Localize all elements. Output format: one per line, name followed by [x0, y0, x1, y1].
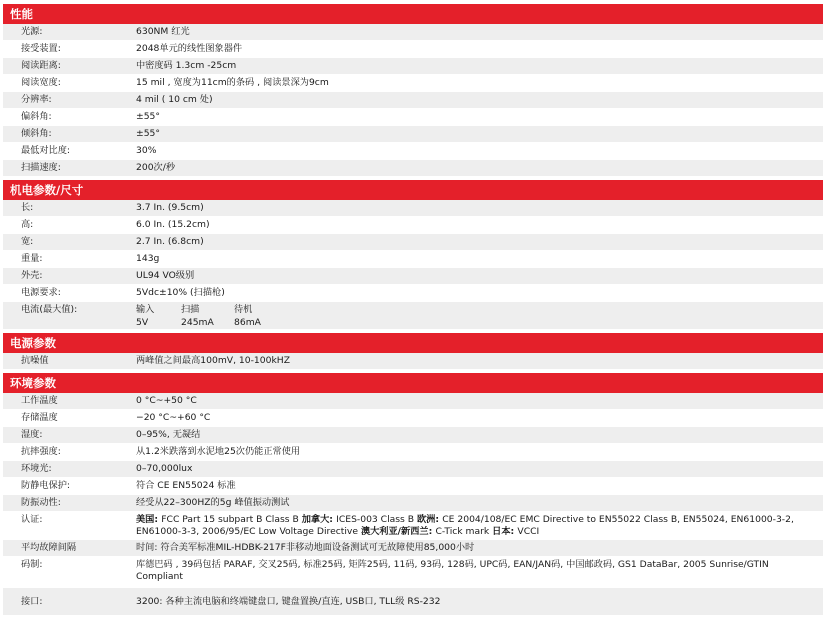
row-value: 15 mil , 宽度为11cm的条码 , 阅读景深为9cm	[136, 77, 329, 88]
section-header-mechanical: 机电参数/尺寸	[3, 180, 823, 200]
current-header-scan: 扫描	[181, 304, 200, 315]
row-label: 平均故障间隔	[21, 542, 77, 553]
table-row	[3, 444, 823, 461]
row-label: 倾斜角:	[21, 128, 52, 139]
table-row	[3, 200, 823, 217]
table-row	[3, 160, 823, 177]
cert-text: FCC Part 15 subpart B Class B	[161, 514, 302, 525]
row-label: 电源要求:	[21, 287, 61, 298]
section-header-power: 电源参数	[3, 333, 823, 353]
row-label: 电流(最大值):	[21, 304, 78, 315]
table-row	[3, 75, 823, 92]
row-value: 6.0 In. (15.2cm)	[136, 219, 210, 230]
row-value: 5Vdc±10% (扫描枪)	[136, 287, 225, 298]
current-value-input: 5V	[136, 317, 149, 328]
cert-region-japan: 日本:	[492, 526, 518, 537]
current-value-standby: 86mA	[234, 317, 261, 328]
row-label: 抗噪值	[21, 355, 49, 366]
row-value: 经受从22–300HZ的5g 峰值振动测试	[136, 497, 290, 508]
row-label: 光源:	[21, 26, 43, 37]
row-label: 环境光:	[21, 463, 52, 474]
current-value-scan: 245mA	[181, 317, 214, 328]
row-label: 阅读距离:	[21, 60, 61, 71]
row-label: 接受装置:	[21, 43, 61, 54]
row-value: 从1.2米跌落到水泥地25次仍能正常使用	[136, 446, 301, 457]
row-label: 防静电保护:	[21, 480, 71, 491]
current-header-input: 输入	[136, 304, 155, 315]
table-row	[3, 410, 823, 427]
certification-value	[136, 512, 823, 538]
row-label: 接口:	[21, 595, 43, 607]
section-header-environment: 环境参数	[3, 373, 823, 393]
table-row	[3, 461, 823, 478]
row-label: 湿度:	[21, 429, 43, 440]
table-row	[3, 478, 823, 495]
table-row-interface	[3, 588, 823, 616]
cert-region-europe: 欧洲:	[417, 514, 443, 525]
row-label: 扫描速度:	[21, 162, 61, 173]
cert-text: CE 2004/108/EC EMC Directive to EN55022 Class B, EN55024, EN61000-3-2, EN61000-3-3, 2006/95/EC Low Voltage Directive	[136, 514, 794, 537]
table-row	[3, 24, 823, 41]
table-row	[3, 41, 823, 58]
row-label: 最低对比度:	[21, 145, 71, 156]
row-value: −20 °C~+60 °C	[136, 412, 211, 423]
cert-text: C-Tick mark	[435, 526, 493, 537]
row-value: 630NM 红光	[136, 26, 190, 37]
row-value: 0–70,000lux	[136, 463, 193, 474]
row-value: 0–95%, 无凝结	[136, 429, 201, 440]
row-label: 阅读宽度:	[21, 77, 61, 88]
row-value: 30%	[136, 145, 157, 156]
cert-text: ICES-003 Class B	[336, 514, 417, 525]
current-table	[136, 302, 823, 329]
table-row	[3, 251, 823, 268]
row-value: 143g	[136, 253, 160, 264]
cert-region-canada: 加拿大:	[301, 514, 337, 525]
row-value: ±55°	[136, 111, 160, 122]
row-label: 偏斜角:	[21, 111, 52, 122]
current-header-standby: 待机	[234, 304, 253, 315]
row-value: 200次/秒	[136, 162, 176, 173]
table-row-certification	[3, 512, 823, 540]
section-header-performance: 性能	[3, 4, 823, 24]
table-row	[3, 217, 823, 234]
row-label: 高:	[21, 219, 34, 230]
row-value: 库德巴码 , 39码包括 PARAF, 交叉25码, 标准25码, 矩阵25码, 11码, 93码, 128码, UPC码, EAN/JAN码, 中国邮政码, GS1 DataBar, 2005 Sunrise/GTIN Compliant	[136, 559, 769, 582]
spec-sheet	[3, 4, 823, 616]
row-label: 宽:	[21, 236, 34, 247]
table-row	[3, 126, 823, 143]
table-row-mtbf	[3, 540, 823, 557]
table-row	[3, 268, 823, 285]
row-value: 符合 CE EN55024 标准	[136, 480, 236, 491]
table-row-symbology	[3, 557, 823, 588]
row-value: 2048单元的线性图象器件	[136, 43, 243, 54]
row-value: ±55°	[136, 128, 160, 139]
table-row	[3, 495, 823, 512]
row-label: 重量:	[21, 253, 43, 264]
row-label: 长:	[21, 202, 34, 213]
row-value: 0 °C~+50 °C	[136, 395, 197, 406]
table-row	[3, 143, 823, 160]
table-row	[3, 285, 823, 302]
table-row-current	[3, 302, 823, 330]
row-value: 时间: 符合美军标准MIL-HDBK-217F非移动地面设备测试可无故障使用85,000小时	[136, 542, 475, 553]
cert-region-us: 美国:	[136, 514, 162, 525]
row-value: 4 mil ( 10 cm 处)	[136, 94, 213, 105]
table-row	[3, 393, 823, 410]
row-value: 3200: 各种主流电脑和终端键盘口, 键盘置换/直连, USB口, TLL级 RS-232	[136, 595, 441, 607]
row-value: 两峰值之间最高100mV, 10-100kHZ	[136, 355, 290, 366]
table-row	[3, 109, 823, 126]
row-value: 2.7 In. (6.8cm)	[136, 236, 204, 247]
table-row	[3, 427, 823, 444]
cert-text: VCCI	[517, 526, 540, 537]
row-label: 抗摔强度:	[21, 446, 61, 457]
row-value: 3.7 In. (9.5cm)	[136, 202, 204, 213]
table-row	[3, 234, 823, 251]
table-row	[3, 92, 823, 109]
table-row	[3, 353, 823, 370]
row-label: 认证:	[21, 514, 43, 525]
table-row	[3, 58, 823, 75]
row-value: UL94 VO级别	[136, 270, 195, 281]
row-label: 外壳:	[21, 270, 43, 281]
row-label: 工作温度	[21, 395, 58, 406]
row-label: 码制:	[21, 559, 43, 570]
row-label: 存储温度	[21, 412, 58, 423]
cert-region-australia: 澳大利亚/新西兰:	[360, 526, 436, 537]
row-value: 中密度码 1.3cm -25cm	[136, 60, 237, 71]
row-label: 分辨率:	[21, 94, 52, 105]
row-label: 防振动性:	[21, 497, 61, 508]
